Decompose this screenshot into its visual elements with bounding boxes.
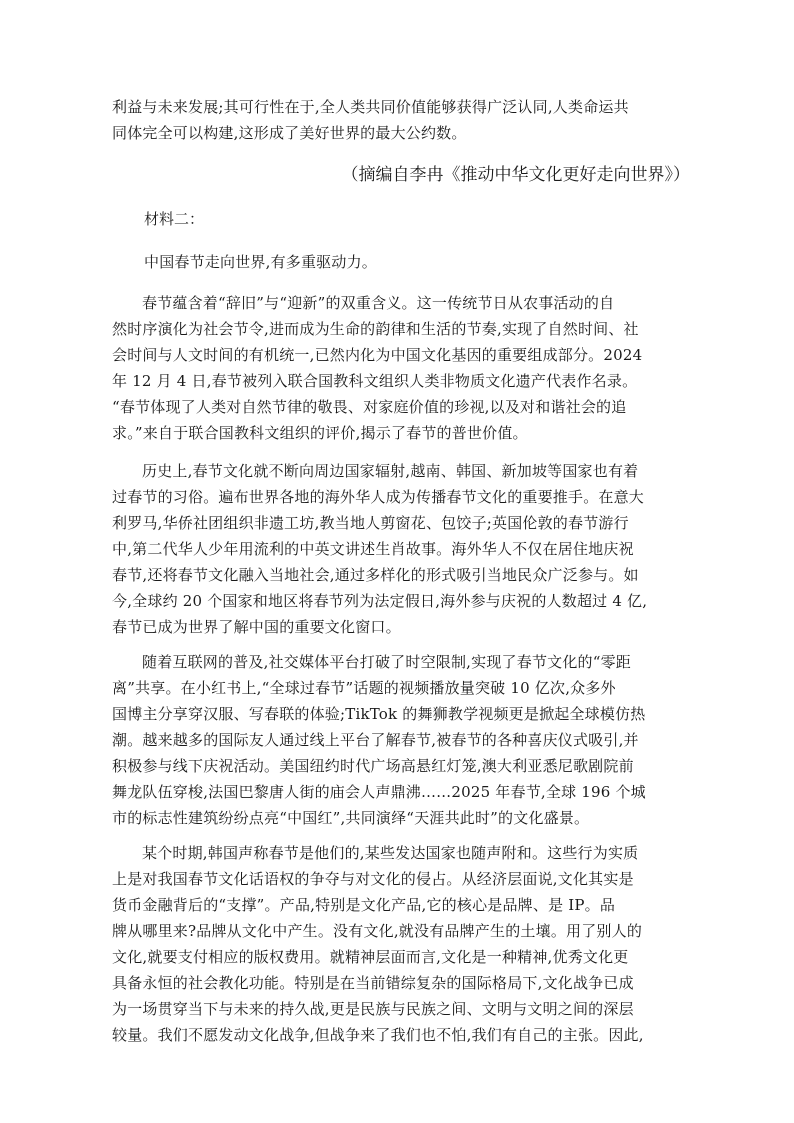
text-line: 为一场贯穿当下与未来的持久战,更是民族与民族之间、文明与文明之间的深层 [112, 1000, 634, 1018]
text-line: 求。”来自于联合国教科文组织的评价,揭示了春节的普世价值。 [112, 424, 528, 442]
paragraph-internet [112, 649, 682, 831]
paragraph-continuation [112, 94, 682, 146]
text-line: 过春节的习俗。遍布世界各地的海外华人成为传播春节文化的重要推手。在意大 [112, 488, 645, 506]
text-line: 离”共享。在小红书上,“全球过春节”话题的视频播放量突破 10 亿次,众多外 [112, 679, 616, 697]
text-line: 年 12 月 4 日,春节被列入联合国教科文组织人类非物质文化遗产代表作名录。 [112, 372, 638, 390]
text-line: 市的标志性建筑纷纷点亮“中国红”,共同演绎“天涯共此时”的文化盛景。 [112, 809, 590, 827]
text-line: 潮。越来越多的国际友人通过线上平台了解春节,被春节的各种喜庆仪式吸引,并 [112, 731, 639, 749]
text-line: 上是对我国春节文化话语权的争夺与对文化的侵占。从经济层面说,文化其实是 [112, 870, 634, 888]
text-line: 较量。我们不愿发动文化战争,但战争来了我们也不怕,我们有自己的主张。因此, [112, 1026, 644, 1044]
text-line: 利益与未来发展;其可行性在于,全人类共同价值能够获得广泛认同,人类命运共 [112, 98, 629, 116]
paragraph-festival-meaning [112, 290, 682, 446]
text-line: 随着互联网的普及,社交媒体平台打破了时空限制,实现了春节文化的“零距 [142, 653, 632, 671]
paragraph-intro [144, 249, 684, 275]
text-line: 积极参与线下庆祝活动。美国纽约时代广场高悬红灯笼,澳大利亚悉尼歌剧院前 [112, 757, 634, 775]
text-line: 春节,还将春节文化融入当地社会,通过多样化的形式吸引当地民众广泛参与。如 [112, 566, 639, 584]
text-line: 中国春节走向世界,有多重驱动力。 [144, 253, 377, 271]
text-line: 牌从哪里来?品牌从文化中产生。没有文化,就没有品牌产生的土壤。用了别人的 [112, 922, 643, 940]
text-line: 历史上,春节文化就不断向周边国家辐射,越南、韩国、新加坡等国家也有着 [142, 462, 639, 480]
text-line: “春节体现了人类对自然节律的敬畏、对家庭价值的珍视,以及对和谐社会的追 [112, 398, 627, 416]
text-line: 同体完全可以构建,这形成了美好世界的最大公约数。 [112, 124, 467, 142]
material-label: 材料二： [144, 210, 205, 228]
text-line: 春节已成为世界了解中国的重要文化窗口。 [112, 618, 401, 636]
text-line: 货币金融背后的“支撑”。产品,特别是文化产品,它的核心是品牌、是 IP。品 [112, 896, 616, 914]
text-line: 利罗马,华侨社团组织非遗工坊,教当地人剪窗花、包饺子;英国伦敦的春节游行 [112, 514, 629, 532]
text-line: 某个时期,韩国声称春节是他们的,某些发达国家也随声附和。这些行为实质 [142, 844, 639, 862]
text-line: 国博主分享穿汉服、写春联的体验;TikTok 的舞狮教学视频更是掀起全球模仿热 [112, 705, 646, 723]
text-line: 春节蕴含着“辞旧”与“迎新”的双重含义。这一传统节日从农事活动的自 [142, 294, 615, 312]
source-citation: （摘编自李冉《推动中华文化更好走向世界》） [341, 165, 690, 185]
text-line: 今,全球约 20 个国家和地区将春节列为法定假日,海外参与庆祝的人数超过 4 亿, [112, 592, 648, 610]
text-line: 舞龙队伍穿梭,法国巴黎唐人街的庙会人声鼎沸……2025 年春节,全球 196 个城 [112, 783, 646, 801]
paragraph-cultural-competition [112, 840, 682, 1048]
text-line: 具备永恒的社会教化功能。特别是在当前错综复杂的国际格局下,文化战争已成 [112, 974, 634, 992]
text-line: 文化,就要支付相应的版权费用。就精神层面而言,文化是一种精神,优秀文化更 [112, 948, 629, 966]
text-line: 中,第二代华人少年用流利的中英文讲述生肖故事。海外华人不仅在居住地庆祝 [112, 540, 634, 558]
text-line: 然时序演化为社会节令,进而成为生命的韵律和生活的节奏,实现了自然时间、社 [112, 320, 639, 338]
paragraph-history [112, 458, 682, 640]
text-line: 会时间与人文时间的有机统一,已然内化为中国文化基因的重要组成部分。2024 [112, 346, 643, 364]
